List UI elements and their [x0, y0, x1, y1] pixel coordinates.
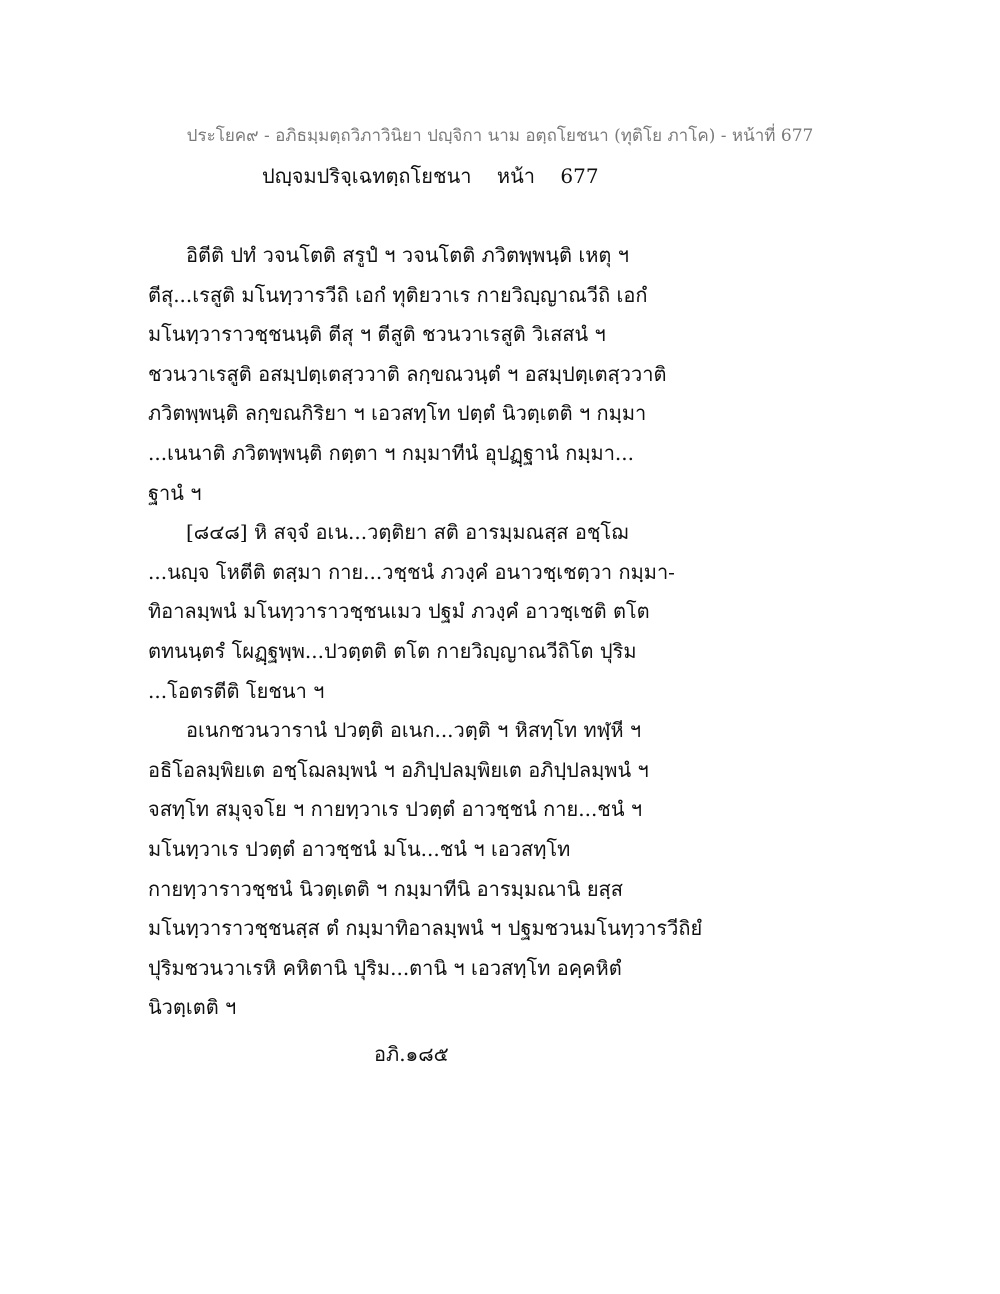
text-line: ชวนวาเรสูติ อสมฺปตฺเตสฺววาติ ลกฺขณวนฺตํ ฯ อสมฺปตฺเตสฺววาติ — [148, 361, 667, 386]
text-line: ตทนนฺตรํ โผฏฺฐพฺพ...ปวตฺตติ ตโต กายวิญฺญาณวีถิโต ปุริม — [148, 638, 637, 663]
text-line: ทิอาลมฺพนํ มโนทฺวาราวชฺชนเมว ปฐมํ ภวงฺคํ อาวชฺเชติ ตโต — [148, 599, 650, 624]
text-line: อเนกชวนวารานํ ปวตฺติ อเนก...วตฺติ ฯ หิสทฺโท ทฬฺหี ฯ — [186, 718, 642, 743]
text-line: ภวิตพฺพนฺติ ลกฺขณกิริยา ฯ เอวสทฺโท ปตฺตํ นิวตฺเตติ ฯ กมฺมา — [148, 401, 647, 426]
text-line: ฐานํ ฯ — [148, 480, 202, 505]
text-line: มโนทฺวาราวชฺชนสฺส ตํ กมฺมาทิอาลมฺพนํ ฯ ปฐมชวนมโนทฺวารวีถิยํ — [148, 916, 703, 941]
body-text — [148, 236, 848, 1028]
text-line: มโนทฺวาเร ปวตฺตํ อาวชฺชนํ มโน...ชนํ ฯ เอวสทฺโท — [148, 836, 571, 861]
text-line: อิตีติ ปทํ วจนโตติ สรูปํ ฯ วจนโตติ ภวิตพฺพนฺติ เหตุ ฯ — [186, 243, 629, 267]
text-line: กายทฺวาราวชฺชนํ นิวตฺเตติ ฯ กมฺมาทีนิ อารมฺมณานิ ยสฺส — [148, 876, 623, 901]
text-line: [๘๔๘] หิ สจฺจํ อเน...วตฺติยา สติ อารมฺมณสฺส อชฺโฌ — [186, 520, 629, 545]
text-line: ปุริมชวนวาเรหิ คหิตานิ ปุริม...ตานิ ฯ เอวสทฺโท อคฺคหิตํ — [148, 955, 622, 980]
text-line: ...เนนาติ ภวิตพฺพนฺติ กตฺตา ฯ กมฺมาทีนํ อุปฏฺฐานํ กมฺมา... — [148, 440, 635, 465]
text-line: นิวตฺเตติ ฯ — [148, 995, 237, 1020]
page-footer-code: อภิ.๑๘๕ — [374, 1042, 449, 1066]
page-title: ปญฺจมปริจฺเฉทตฺถโยชนา หน้า 677 — [262, 164, 599, 188]
text-line: ตีสุ...เรสูติ มโนทฺวารวีถิ เอกํ ทุติยวาเร กายวิญฺญาณวีถิ เอกํ — [148, 282, 648, 307]
text-line: ...นญฺจ โหตีติ ตสฺมา กาย...วชฺชนํ ภวงฺคํ อนาวชฺเชตฺวา กมฺมา- — [148, 559, 675, 584]
text-line: จสทฺโท สมุจฺจโย ฯ กายทฺวาเร ปวตฺตํ อาวชฺชนํ กาย...ชนํ ฯ — [148, 797, 643, 822]
running-header: ประโยค๙ - อภิธมฺมตฺถวิภาวินิยา ปญฺจิกา นาม อตฺถโยชนา (ทุติโย ภาโค) - หน้าที่ 677 — [186, 126, 814, 146]
text-line: ...โอตรตีติ โยชนา ฯ — [148, 678, 325, 703]
text-line: มโนทฺวาราวชฺชนนฺติ ตีสุ ฯ ตีสูติ ชวนวาเรสูติ วิเสสนํ ฯ — [148, 322, 606, 347]
text-line: อธิโอลมฺพิยเต อชฺโฌลมฺพนํ ฯ อภิปฺปลมฺพิยเต อภิปฺปลมฺพนํ ฯ — [148, 757, 649, 782]
